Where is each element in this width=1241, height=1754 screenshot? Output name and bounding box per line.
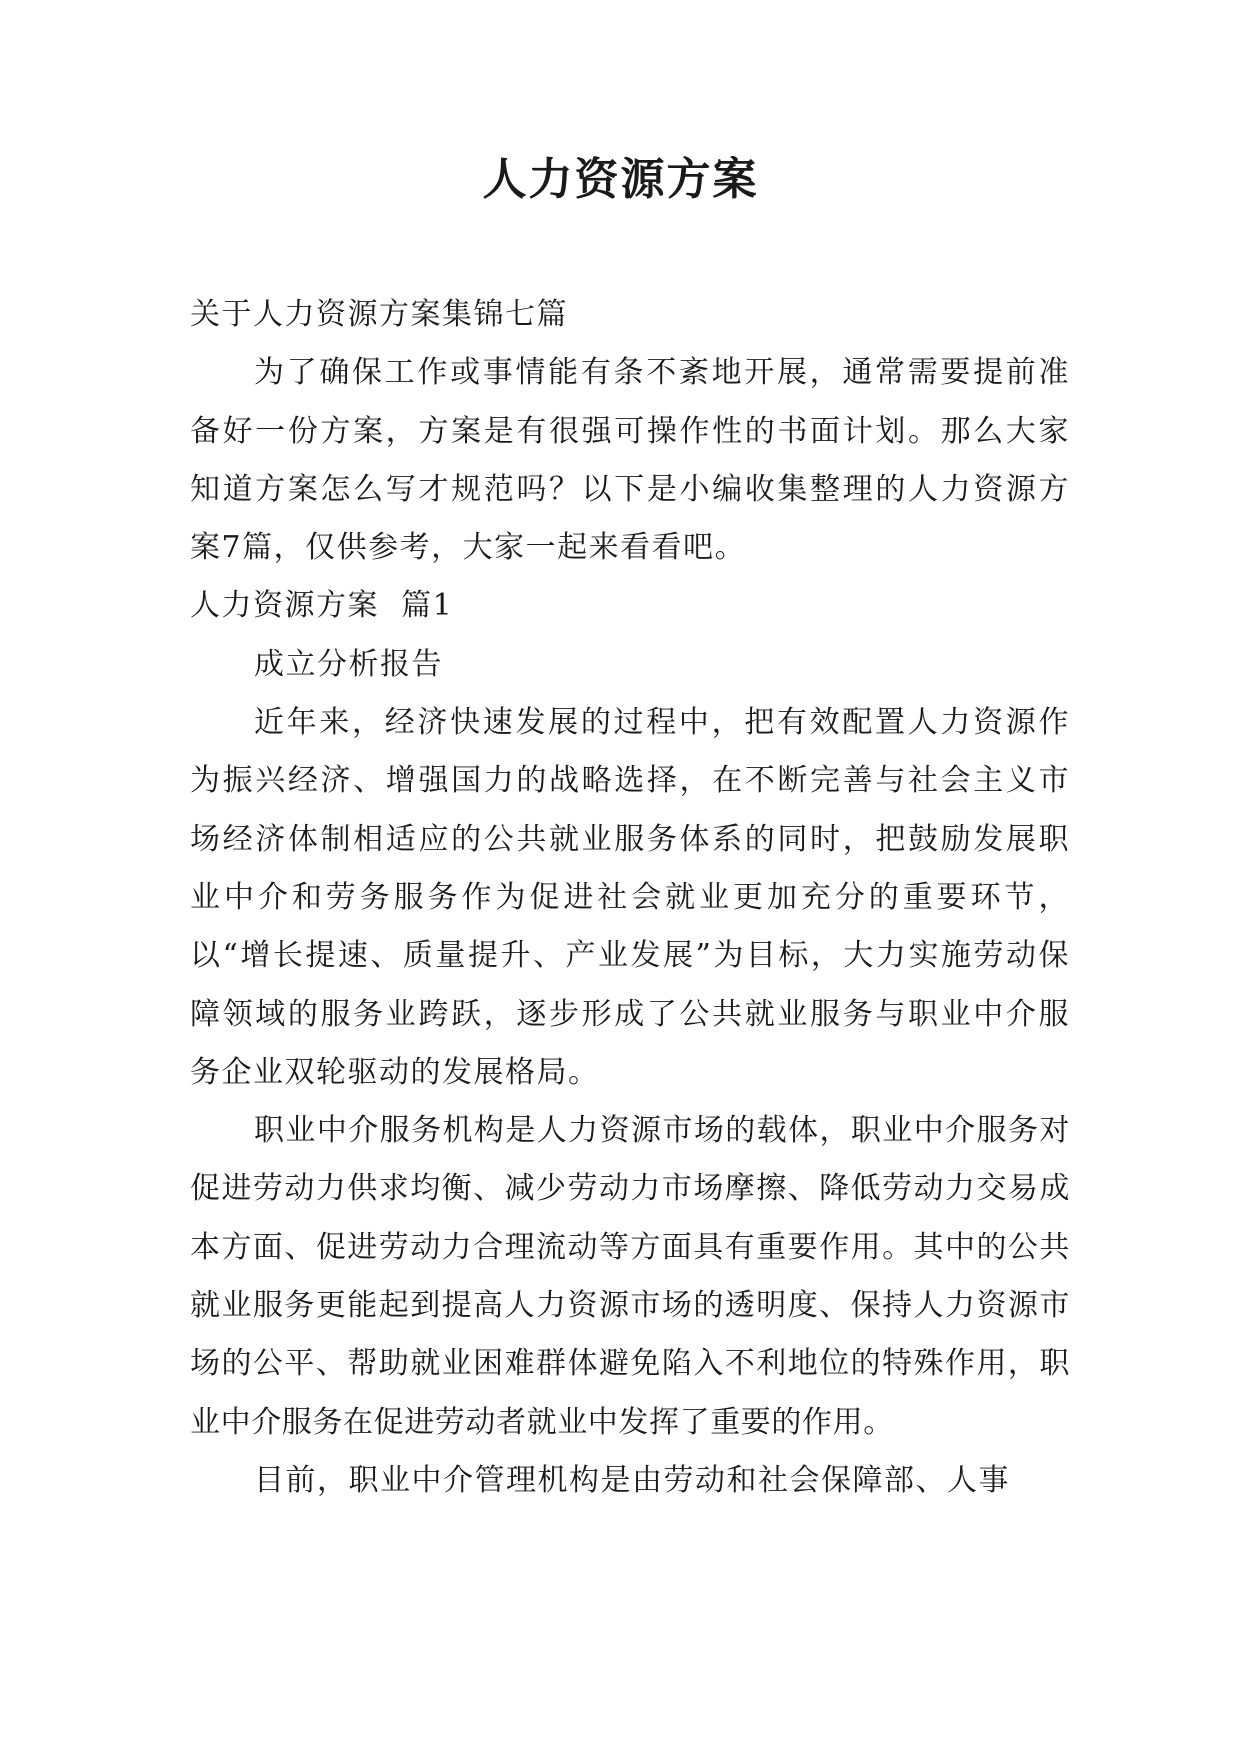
body-paragraph: 职业中介服务机构是人力资源市场的载体，职业中介服务对促进劳动力供求均衡、减少劳动力市场摩擦、降低劳动力交易成本方面、促进劳动力合理流动等方面具有重要作用。其中的公共就业服务更能起到提高人力资源市场的透明度、保持人力资源市场的公平、帮助就业困难群体避免陷入不利地位的特殊作用，职业中介服务在促进劳动者就业中发挥了重要的作用。 — [190, 1113, 1070, 1440]
intro-paragraph: 为了确保工作或事情能有条不紊地开展，通常需要提前准备好一份方案，方案是有很强可操作性的书面计划。那么大家知道方案怎么写才规范吗？以下是小编收集整理的人力资源方案7篇，仅供参考，大家一起来看看吧。 — [190, 355, 1070, 566]
section-subheading: 成立分析报告 — [254, 646, 443, 682]
body-paragraph: 目前，职业中介管理机构是由劳动和社会保障部、人事 — [254, 1462, 1010, 1498]
document-subtitle: 关于人力资源方案集锦七篇 — [190, 297, 568, 332]
section-heading: 人力资源方案 篇1 — [190, 588, 454, 624]
document-body — [190, 286, 1070, 1510]
body-paragraph: 近年来，经济快速发展的过程中，把有效配置人力资源作为振兴经济、增强国力的战略选择，在不断完善与社会主义市场经济体制相适应的公共就业服务体系的同时，把鼓励发展职业中介和劳务服务作为促进社会就业更加充分的重要环节，以“增长提速、质量提升、产业发展”为目标，大力实施劳动保障领域的服务业跨跃，逐步形成了公共就业服务与职业中介服务企业双轮驱动的发展格局。 — [190, 705, 1070, 1090]
document-title: 人力资源方案 — [482, 154, 759, 205]
